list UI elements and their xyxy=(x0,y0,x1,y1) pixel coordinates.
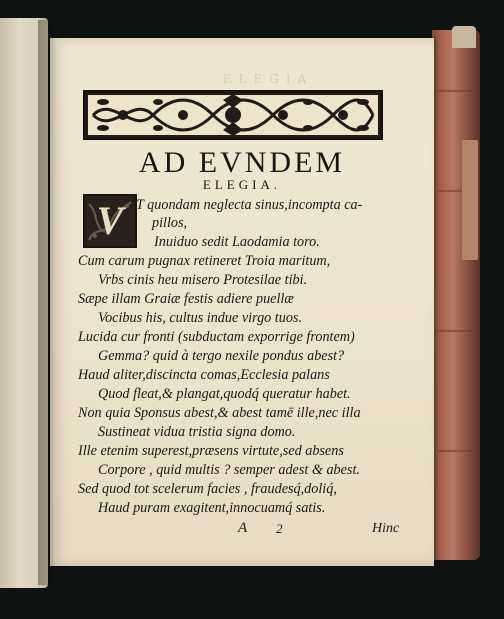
verse-line: Corpore , quid multis ? semper adest & abest. xyxy=(98,462,360,478)
book-edge xyxy=(432,30,480,560)
gutter-shadow xyxy=(38,20,56,585)
verse-line: Vocibus his, cultus indue virgo tuos. xyxy=(98,310,302,326)
verse-line: Vrbs cinis heu misero Protesilae tibi. xyxy=(98,272,308,288)
page-title: AD EVNDEM xyxy=(138,146,346,179)
verse-line: Haud puram exagitent,innocuamq́ satis. xyxy=(98,500,326,516)
catchword: Hinc xyxy=(372,521,400,536)
verse-line: Sustineat vidua tristia signa domo. xyxy=(98,424,296,440)
drop-cap-letter: V xyxy=(96,198,124,243)
verse-line: Sæpe illam Graiæ festis adiere puellæ xyxy=(78,291,294,307)
ornament-headpiece-icon xyxy=(83,90,383,140)
verse-line: Inuiduo sedit Laodamia toro. xyxy=(154,234,320,250)
verse-line: Cum carum pugnax retineret Troia maritum, xyxy=(78,253,331,269)
verse-line: Lucida cur fronti (subductam exporrige frontem) xyxy=(78,329,355,345)
cover-corner xyxy=(452,26,476,48)
bookmark-tab xyxy=(462,140,478,260)
signature-number: 2 xyxy=(276,521,283,536)
page-subtitle: ELEGIA. xyxy=(202,177,282,192)
verse-line: pillos, xyxy=(152,215,188,231)
verse-line: Sed quod tot scelerum facies , fraudesq́,doliq́, xyxy=(78,481,337,497)
drop-cap xyxy=(83,194,137,248)
book-page xyxy=(50,38,434,566)
signature-mark: A xyxy=(238,520,248,536)
verse-line: Haud aliter,discincta comas,Ecclesia palans xyxy=(78,367,330,383)
running-head-showthrough: ELEGIA xyxy=(222,72,314,86)
verse-line: Ille etenim superest,præsens virtute,sed absens xyxy=(78,443,344,459)
verse-line: Gemma? quid à tergo nexile pondus abest? xyxy=(98,348,345,364)
verse-line: Non quia Sponsus abest,& abest tamē ille,nec illa xyxy=(78,405,361,421)
verse-line: Quod fleat,& plangat,quodq́ queratur habet. xyxy=(98,386,351,402)
verse-line: T quondam neglecta sinus,incompta ca- xyxy=(136,197,363,213)
